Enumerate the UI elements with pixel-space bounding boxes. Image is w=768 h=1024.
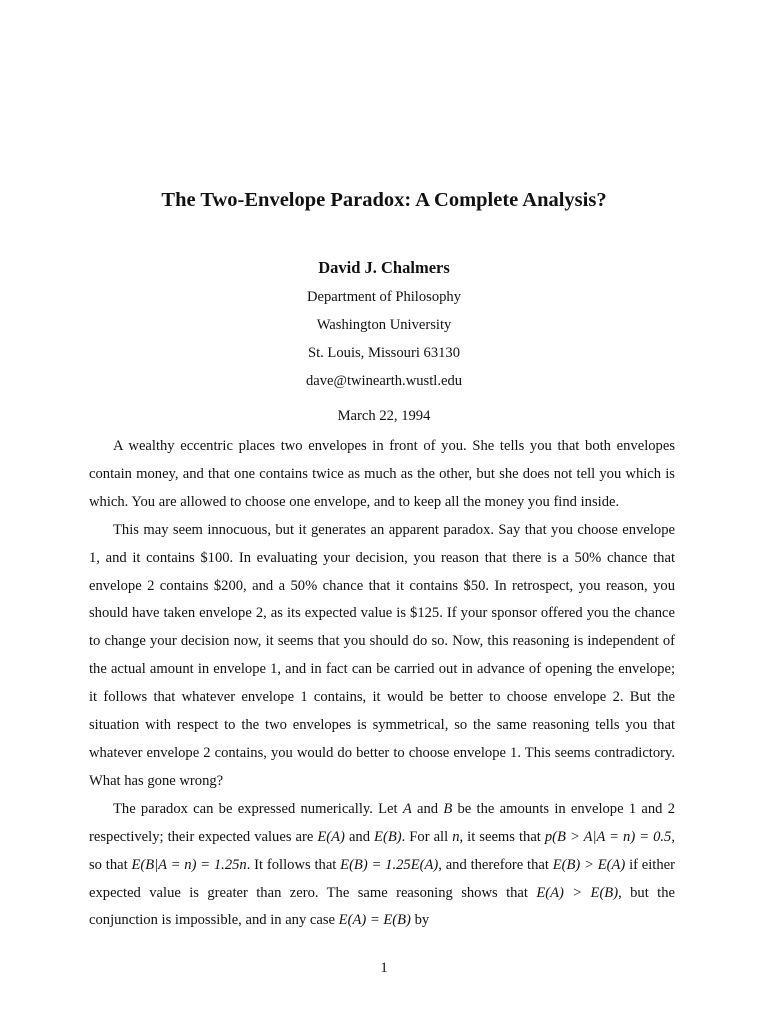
text-segment: The paradox can be expressed numerically. Let <box>113 800 403 817</box>
math-expectation-ratio: E(B) = 1.25E(A) <box>340 856 439 873</box>
text-segment: . It follows that <box>246 856 341 873</box>
paragraph-2: This may seem innocuous, but it generates an apparent paradox. Say that you choose envelope 1, and it contains $100. In evaluating your decision, you reason that there is a 50% chance that envelope 2 contains $200, and a 50% chance that it contains $50. In retrospect, you reason, you should have taken envelope 2, as its expected value is $125. If your sponsor offered you the chance to change your decision now, it seems that you should do so. Now, this reasoning is independent of the actual amount in envelope 1, and in fact can be carried out in advance of opening the envelope; it follows that whatever envelope 1 contains, it would be better to choose envelope 2. But the situation with respect to the two envelopes is symmetrical, so the same reasoning tells you that whatever envelope 2 contains, you would do better to choose envelope 1. This seems contradictory. What has gone wrong? <box>89 521 675 789</box>
text-segment: and <box>411 800 444 817</box>
text-segment: , it seems that <box>459 828 545 845</box>
math-inequality-b-a: E(B) > E(A) <box>552 856 626 873</box>
text-segment: if either expected value is greater than zero. The same reasoning shows that <box>89 856 676 901</box>
math-inequality-a-b: E(A) > E(B) <box>536 884 619 901</box>
math-conditional-expectation: E(B|A = n) = 1.25n <box>131 856 247 873</box>
page-number: 1 <box>380 960 388 976</box>
paragraph-1: A wealthy eccentric places two envelopes in front of you. She tells you that both envelopes contain money, and that one contains twice as much as the other, but she does not tell you which is which. You are allowed to choose one envelope, and to keep all the money you find inside. <box>89 438 675 510</box>
math-var-n: n <box>452 828 460 845</box>
author-department: Department of Philosophy <box>306 289 462 305</box>
author-university: Washington University <box>316 317 452 333</box>
math-equality: E(A) = E(B) <box>338 912 411 929</box>
paper-title: The Two-Envelope Paradox: A Complete Analysis? <box>161 189 607 211</box>
math-probability: p(B > A|A = n) = 0.5 <box>544 828 672 845</box>
text-segment: , but the conjunction is impossible, and in any case <box>89 884 675 929</box>
math-var-a: A <box>402 800 412 817</box>
math-expected-a: E(A) <box>317 828 345 845</box>
author-email: dave@twinearth.wustl.edu <box>305 373 463 389</box>
text-segment: be the amounts in envelope 1 and 2 respectively; their expected values are <box>89 800 675 845</box>
author-name: David J. Chalmers <box>318 258 450 277</box>
paragraph-3 <box>89 796 675 936</box>
text-segment: and <box>344 828 375 845</box>
text-segment: by <box>410 912 430 929</box>
math-var-b: B <box>443 800 453 817</box>
author-address: St. Louis, Missouri 63130 <box>307 345 461 361</box>
paper-body <box>89 433 675 935</box>
text-segment: . For all <box>401 828 453 845</box>
math-expected-b: E(B) <box>374 828 402 845</box>
text-segment: , so that <box>89 828 675 873</box>
text-segment: , and therefore that <box>438 856 553 873</box>
paper-date: March 22, 1994 <box>337 408 431 424</box>
